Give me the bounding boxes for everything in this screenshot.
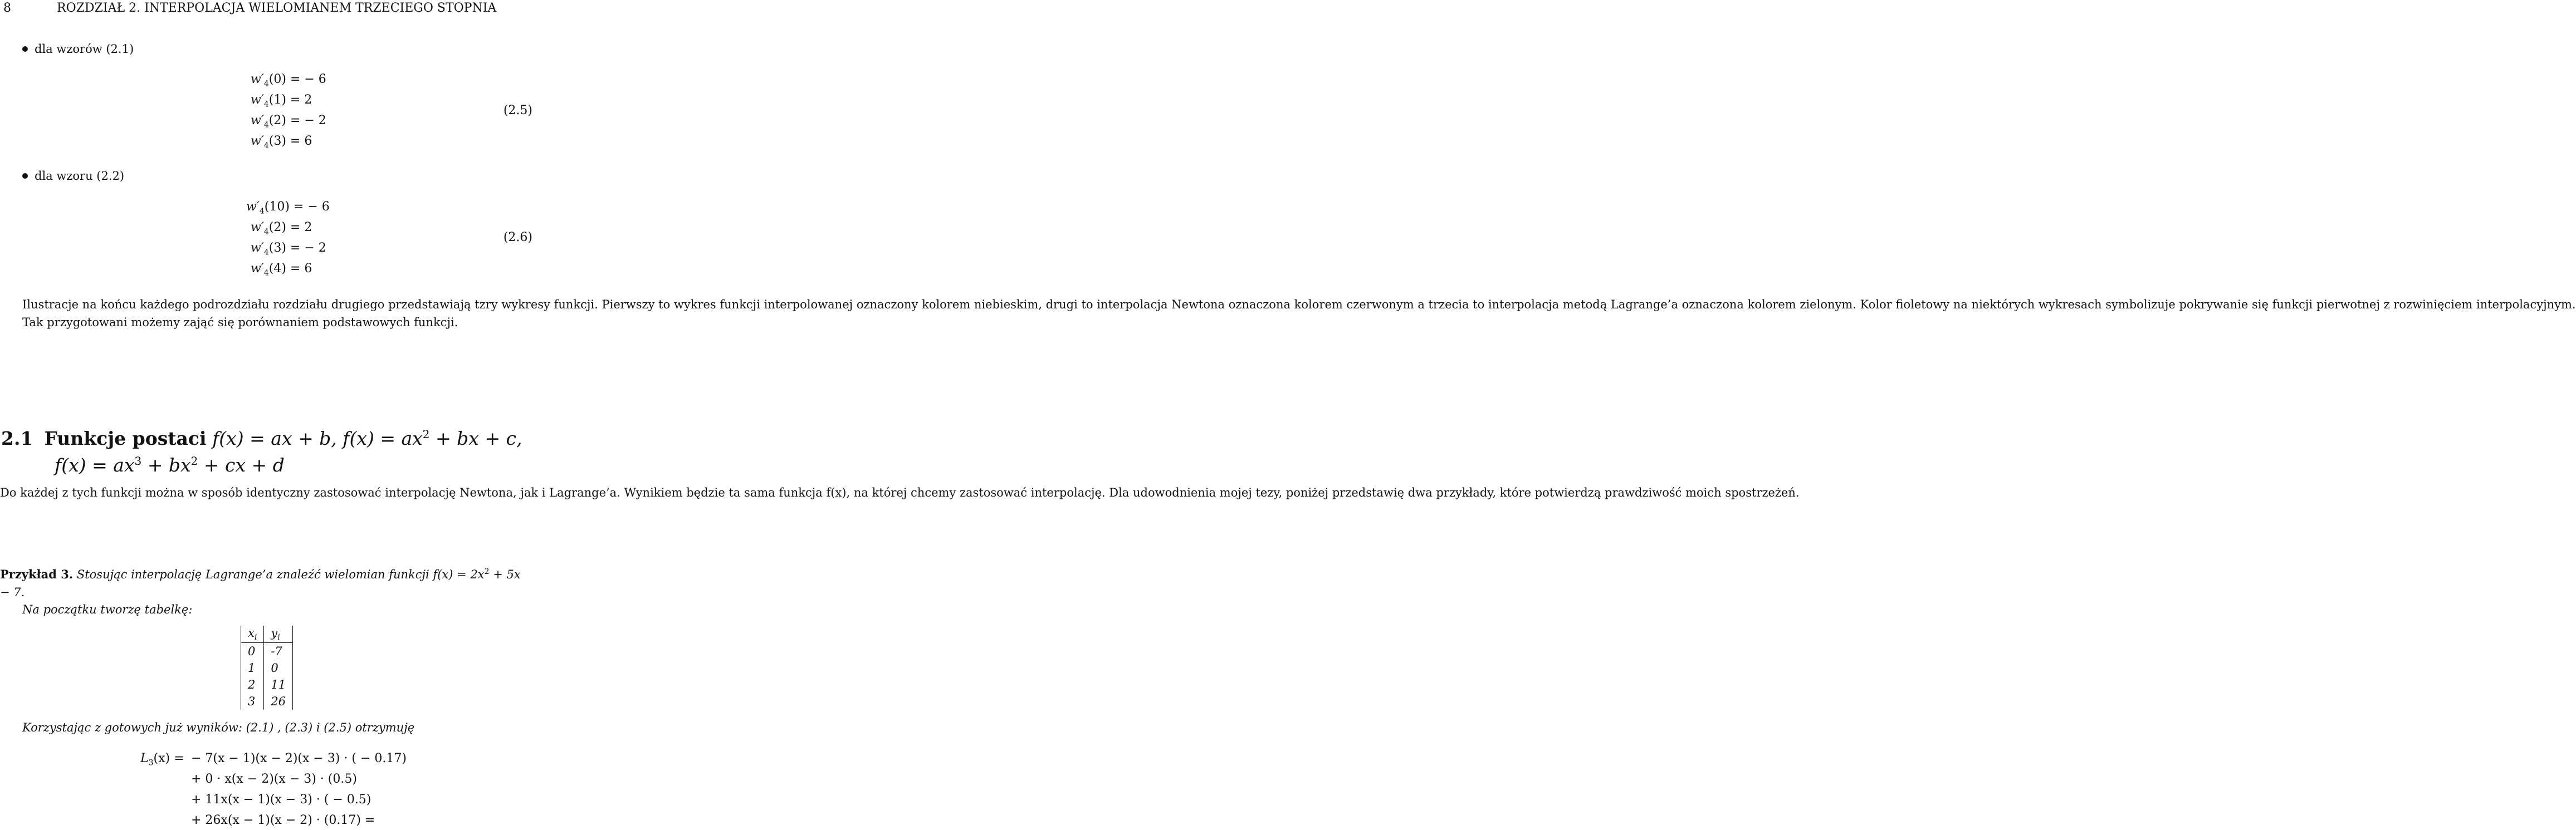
- table-header: $y_i$: [264, 626, 293, 643]
- running-header: [3, 1, 496, 15]
- body-paragraph: [0, 484, 1800, 502]
- lagrange-line: + 0 · x(x − 2)(x − 3) · (0.5): [191, 772, 357, 786]
- example-text: Stosując interpolację Lagrange’a znaleźć wielomian funkcji f(x) = 2x: [76, 568, 485, 581]
- section-title: Funkcje postaci: [44, 428, 207, 449]
- paragraph-text: Pierwszy to wykres funkcji interpolowanej oznaczony kolorem niebieskim, drugi to interpolacja Newtona oznaczona kolorem czerwonym a trzecia to interpolacja metodą Lagrange’a oznaczona kolorem zielonym. Kolor fioletowy na niektórych wykresach symbolizuje pokrywanie się funkcji pierwotnej z rozwinięciem interpolacyjnym.: [602, 298, 2576, 311]
- equation-line: $w'_4(3) = 6$: [251, 134, 312, 150]
- equation-line: $w'_4(2)$ = − 2: [251, 114, 326, 130]
- equation-number: (2.5): [503, 104, 532, 117]
- page-number: 8: [3, 1, 11, 15]
- equation-number: (2.6): [503, 230, 532, 244]
- lagrange-line: − 7(x − 1)(x − 2)(x − 3) · ( − 0.17): [191, 752, 407, 765]
- paragraph-text: Do każdej z tych funkcji można w sposób identyczny zastosować interpolację Newtona, jak i Lagrange’a. Wynikiem będzie ta sama funkcja f(x), na której chcemy zastosować interpolację. Dla udowodnienia mojej tezy, poniżej przedstawię dwa przykłady, które potwierdzą prawdziwość moich spostrzeżeń.: [0, 486, 1800, 499]
- after-table-text: Korzystając z gotowych już wyników: (2.1) , (2.3) i (2.5) otrzymuję: [22, 721, 415, 734]
- section-number: 2.1: [1, 428, 33, 449]
- equation-line: $w'_4(1) = 2$: [251, 93, 312, 109]
- lagrange-line: + 26x(x − 1)(x − 2) · (0.17) =: [191, 813, 375, 827]
- equation-line: $w'_4(2) = 2$: [251, 220, 312, 237]
- table-row: 3 26: [241, 693, 293, 710]
- value-table: [241, 626, 293, 710]
- table-header: $x_i$: [241, 626, 264, 643]
- table-row: 2 11: [241, 676, 293, 693]
- bullet-text: dla wzorów (2.1): [35, 42, 134, 56]
- section-heading-cont: $f(x) = ax^3 + bx^2$ + cx + d: [55, 454, 285, 476]
- bullet-icon: [22, 173, 28, 179]
- bullet-icon: [22, 46, 28, 52]
- bullet-item: [22, 42, 134, 56]
- equation-line: $w'_4(3)$ = − 2: [251, 241, 326, 257]
- table-row: 0 -7: [241, 643, 293, 660]
- equation-line: $w'_4(10)$ = − 6: [246, 200, 330, 216]
- paragraph-text: Tak przygotowani możemy zająć się porównaniem podstawowych funkcji.: [22, 315, 458, 329]
- table-row: 1 0: [241, 660, 293, 676]
- section-heading: 2.1 Funkcje postaci f(x) = ax + b, $f(x) = ax^2$ + bx + c,: [1, 428, 522, 449]
- equation-line: $w'_4(0)$ = − 6: [251, 72, 326, 89]
- example-label: Przykład 3.: [0, 567, 74, 581]
- body-paragraph: [0, 296, 2576, 331]
- chapter-title: ROZDZIAŁ 2. INTERPOLACJA WIELOMIANEM TRZECIEGO STOPNIA: [57, 1, 497, 15]
- example-text: + 5x − 7.: [0, 568, 521, 599]
- bullet-item: [22, 169, 124, 183]
- paragraph-text: Ilustracje na końcu każdego podrozdziału rozdziału drugiego przedstawiają tzry wykresy funkcji.: [22, 298, 602, 311]
- bullet-text: dla wzoru (2.2): [35, 169, 125, 183]
- lagrange-lhs: $L_3(x)$ =: [140, 752, 184, 768]
- example-intro: Na początku tworzę tabelkę:: [22, 603, 193, 617]
- lagrange-line: + 11x(x − 1)(x − 3) · ( − 0.5): [191, 793, 372, 807]
- example-block: Przykład 3. Stosując interpolację Lagrange’a znaleźć wielomian funkcji $f(x) = 2x^2 + 5x - 7$. Na początku tworzę tabelkę:: [0, 567, 521, 617]
- equation-line: $w'_4(4) = 6$: [251, 262, 312, 278]
